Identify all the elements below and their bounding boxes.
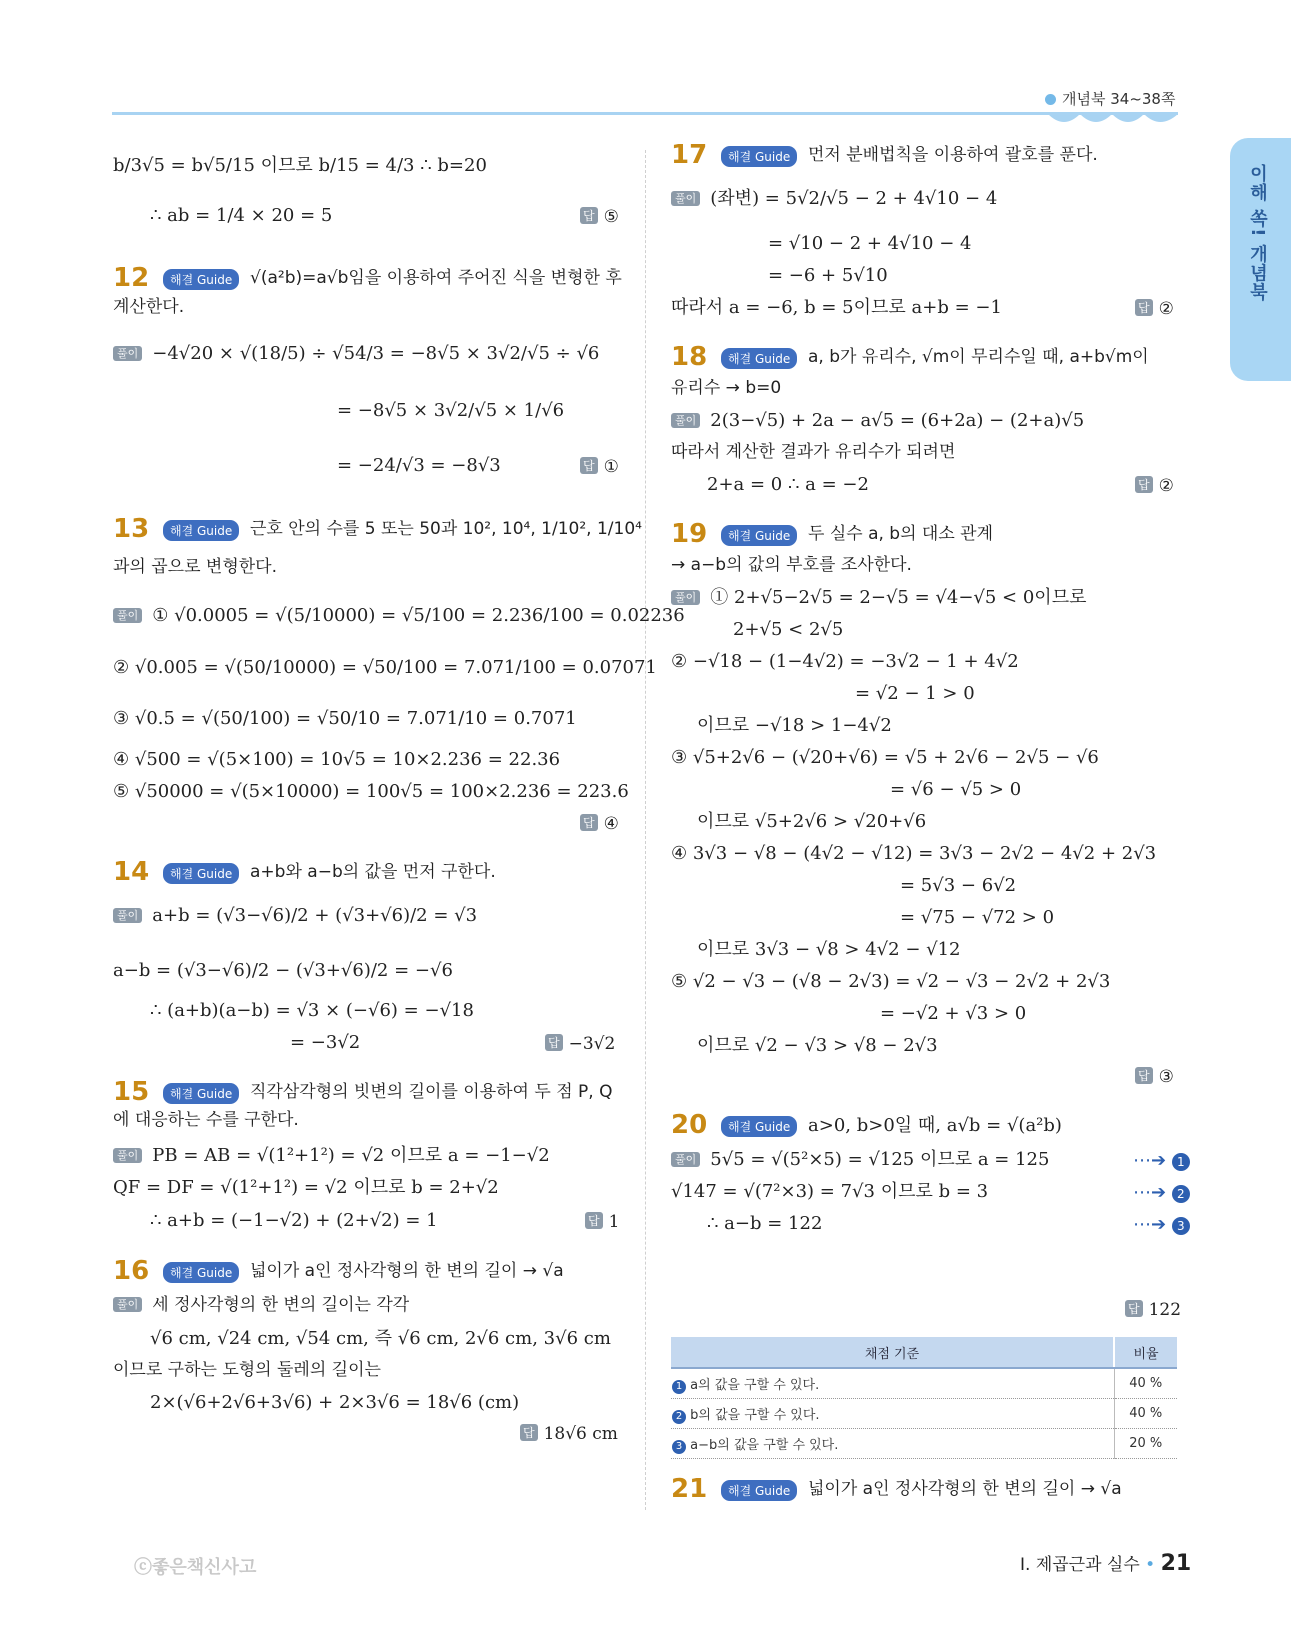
- solution-line: 이므로 √2 − √3 > √8 − 2√3: [697, 1035, 938, 1056]
- solution-line: = −√2 + √3 > 0: [880, 1003, 1027, 1024]
- problem-number: 18: [671, 342, 708, 372]
- solution-line: 따라서 계산한 결과가 유리수가 되려면: [671, 442, 956, 462]
- wave-decoration-icon: [1048, 114, 1178, 130]
- guide-badge: 해결 Guide: [721, 525, 797, 546]
- answer-17: 답 ②: [1135, 299, 1174, 319]
- guide-badge: 해결 Guide: [163, 863, 239, 884]
- guide-text: 근호 안의 수를 5 또는 50과 10², 10⁴, 1/10², 1/10⁴: [250, 519, 642, 539]
- solution-line: b/3√5 = b√5/15 이므로 b/15 = 4/3 ∴ b=20: [113, 155, 487, 176]
- problem-number: 16: [113, 1256, 150, 1286]
- solution-line: 이므로 3√3 − √8 > 4√2 − √12: [697, 939, 961, 960]
- solution-line: 풀이 ① √0.0005 = √(5/10000) = √5/100 = 2.236/100 = 0.02236: [113, 605, 685, 627]
- solution-line: 풀이 (좌변) = 5√2/√5 − 2 + 4√10 − 4: [671, 188, 997, 210]
- guide-text: 계산한다.: [113, 297, 185, 317]
- answer-20: 답 122: [1125, 1300, 1181, 1320]
- solution-line: = √6 − √5 > 0: [890, 779, 1022, 800]
- problem-number: 12: [113, 263, 150, 293]
- page-footer: [1020, 1550, 1191, 1576]
- chapter-title: Ⅰ. 제곱근과 실수: [1020, 1555, 1140, 1575]
- guide-text: 과의 곱으로 변형한다.: [113, 557, 278, 577]
- footer-dot-icon: •: [1145, 1555, 1156, 1575]
- solution-label: 풀이: [113, 1297, 142, 1312]
- solution-line: = −6 + 5√10: [768, 265, 888, 286]
- solution-label: 풀이: [113, 608, 142, 623]
- section-side-tab[interactable]: 이해 쏙! 개념북: [1230, 138, 1291, 381]
- solution-label: 풀이: [671, 590, 700, 605]
- solution-line: QF = DF = √(1²+1²) = √2 이므로 b = 2+√2: [113, 1177, 499, 1198]
- solution-label: 풀이: [113, 346, 142, 361]
- solution-label: 풀이: [113, 908, 142, 923]
- problem-number: 20: [671, 1110, 708, 1140]
- solution-line: ∴ ab = 1/4 × 20 = 5: [150, 205, 333, 226]
- grading-header-criteria: 채점 기준: [671, 1337, 1114, 1368]
- problem-number: 17: [671, 140, 708, 170]
- solution-line: ∴ a+b = (−1−√2) + (2+√2) = 1: [150, 1210, 438, 1231]
- solution-line: 풀이 −4√20 × √(18/5) ÷ √54/3 = −8√5 × 3√2/√5 ÷ √6: [113, 343, 599, 365]
- solution-line: 따라서 a = −6, b = 5이므로 a+b = −1: [671, 297, 1002, 318]
- problem-number: 13: [113, 514, 150, 544]
- column-divider: [645, 150, 646, 1510]
- guide-text: 넓이가 a인 정사각형의 한 변의 길이 → √a: [250, 1261, 564, 1281]
- page-reference: 개념북 34~38쪽: [1045, 88, 1175, 109]
- solution-line: 풀이 세 정사각형의 한 변의 길이는 각각: [113, 1295, 409, 1315]
- problem-number: 19: [671, 519, 708, 549]
- solution-line: 2×(√6+2√6+3√6) + 2×3√6 = 18√6 (cm): [150, 1392, 520, 1413]
- solution-line: ② √0.005 = √(50/10000) = √50/100 = 7.071/100 = 0.07071: [113, 657, 657, 678]
- table-row: 2 b의 값을 구할 수 있다. 40 %: [671, 1399, 1177, 1429]
- step-marker: ⋯➔ 2: [1133, 1182, 1190, 1204]
- guide-text: 에 대응하는 수를 구한다.: [113, 1110, 299, 1130]
- solution-line: ④ √500 = √(5×100) = 10√5 = 10×2.236 = 22.36: [113, 749, 561, 770]
- guide-badge: 해결 Guide: [163, 1262, 239, 1283]
- guide-text: √(a²b)=a√b임을 이용하여 주어진 식을 변형한 후: [250, 268, 622, 288]
- answer-14: 답 −3√2: [545, 1034, 615, 1054]
- solution-line: = −3√2: [290, 1032, 361, 1053]
- publisher-logo: ⓒ좋은책신사고: [134, 1557, 257, 1578]
- guide-badge: 해결 Guide: [721, 1480, 797, 1501]
- guide-text: 넓이가 a인 정사각형의 한 변의 길이 → √a: [808, 1479, 1122, 1499]
- solution-label: 풀이: [671, 191, 700, 206]
- solution-line: 풀이 a+b = (√3−√6)/2 + (√3+√6)/2 = √3: [113, 905, 477, 927]
- solution-label: 풀이: [113, 1148, 142, 1163]
- step-marker: ⋯➔ 3: [1133, 1214, 1190, 1236]
- guide-text: → a−b의 값의 부호를 조사한다.: [671, 555, 912, 575]
- dotted-arrow-icon: ⋯➔: [1133, 1182, 1167, 1203]
- solution-line: = √75 − √72 > 0: [900, 907, 1055, 928]
- solution-line: 풀이 2(3−√5) + 2a − a√5 = (6+2a) − (2+a)√5: [671, 410, 1084, 432]
- guide-text: a>0, b>0일 때, a√b = √(a²b): [808, 1115, 1062, 1136]
- guide-badge: 해결 Guide: [163, 1083, 239, 1104]
- solution-line: ③ √0.5 = √(50/100) = √50/10 = 7.071/10 = 0.7071: [113, 708, 577, 729]
- answer-18: 답 ②: [1135, 476, 1174, 496]
- guide-badge: 해결 Guide: [163, 269, 239, 290]
- solution-line: a−b = (√3−√6)/2 − (√3+√6)/2 = −√6: [113, 960, 453, 981]
- solution-line: = 5√3 − 6√2: [900, 875, 1017, 896]
- solution-line: = −8√5 × 3√2/√5 × 1/√6: [337, 400, 565, 421]
- solution-line: √147 = √(7²×3) = 7√3 이므로 b = 3: [671, 1181, 989, 1202]
- solution-line: 이므로 구하는 도형의 둘레의 길이는: [113, 1360, 381, 1380]
- guide-badge: 해결 Guide: [163, 520, 239, 541]
- guide-text: a, b가 유리수, √m이 무리수일 때, a+b√m이: [808, 347, 1149, 367]
- dotted-arrow-icon: ⋯➔: [1133, 1214, 1167, 1235]
- solution-line: √6 cm, √24 cm, √54 cm, 즉 √6 cm, 2√6 cm, 3√6 cm: [150, 1328, 611, 1349]
- guide-badge: 해결 Guide: [721, 1116, 797, 1137]
- solution-line: 풀이 ① 2+√5−2√5 = 2−√5 = √4−√5 < 0이므로: [671, 587, 1086, 609]
- solution-line: 이므로 √5+2√6 > √20+√6: [697, 811, 927, 832]
- solution-line: ⑤ √2 − √3 − (√8 − 2√3) = √2 − √3 − 2√2 + 2√3: [671, 971, 1111, 992]
- solution-line: ③ √5+2√6 − (√20+√6) = √5 + 2√6 − 2√5 − √6: [671, 747, 1099, 768]
- solution-label: 풀이: [671, 1152, 700, 1167]
- problem-number: 15: [113, 1077, 150, 1107]
- solution-line: 이므로 −√18 > 1−4√2: [697, 715, 892, 736]
- page-number: 21: [1160, 1551, 1192, 1576]
- guide-text: 두 실수 a, b의 대소 관계: [808, 524, 994, 544]
- solution-line: = √2 − 1 > 0: [855, 683, 975, 704]
- answer-12: 답 ①: [580, 457, 619, 477]
- solution-line: = −24/√3 = −8√3: [337, 455, 501, 476]
- answer-11: 답 ⑤: [580, 207, 619, 227]
- solution-line: 풀이 PB = AB = √(1²+1²) = √2 이므로 a = −1−√2: [113, 1145, 550, 1167]
- grading-table: [671, 1337, 1177, 1459]
- guide-text: a+b와 a−b의 값을 먼저 구한다.: [250, 862, 496, 882]
- dotted-arrow-icon: ⋯➔: [1133, 1150, 1167, 1171]
- guide-text: 먼저 분배법칙을 이용하여 괄호를 푼다.: [808, 145, 1098, 165]
- solution-line: ② −√18 − (1−4√2) = −3√2 − 1 + 4√2: [671, 651, 1019, 672]
- solution-line: 2+√5 < 2√5: [733, 619, 844, 640]
- solution-line: ∴ a−b = 122: [707, 1213, 823, 1234]
- solution-line: ∴ (a+b)(a−b) = √3 × (−√6) = −√18: [150, 1000, 474, 1021]
- problem-number: 14: [113, 857, 150, 887]
- problem-number: 21: [671, 1474, 708, 1504]
- answer-16: 답 18√6 cm: [520, 1424, 618, 1444]
- solution-line: = √10 − 2 + 4√10 − 4: [768, 233, 972, 254]
- answer-19: 답 ③: [1135, 1067, 1174, 1087]
- solution-line: ④ 3√3 − √8 − (4√2 − √12) = 3√3 − 2√2 − 4√2 + 2√3: [671, 843, 1157, 864]
- table-row: 1 a의 값을 구할 수 있다. 40 %: [671, 1368, 1177, 1399]
- guide-badge: 해결 Guide: [721, 146, 797, 167]
- solution-line: ⑤ √50000 = √(5×10000) = 100√5 = 100×2.236 = 223.6: [113, 781, 629, 802]
- solution-label: 풀이: [671, 413, 700, 428]
- answer-15: 답 1: [585, 1212, 619, 1232]
- guide-badge: 해결 Guide: [721, 348, 797, 369]
- guide-text: 직각삼각형의 빗변의 길이를 이용하여 두 점 P, Q: [250, 1082, 613, 1102]
- answer-13: 답 ④: [580, 814, 619, 834]
- step-marker: ⋯➔ 1: [1133, 1150, 1190, 1172]
- bullet-dot-icon: [1045, 94, 1056, 105]
- grading-header-ratio: 비율: [1114, 1337, 1177, 1368]
- solution-line: 2+a = 0 ∴ a = −2: [707, 474, 869, 495]
- header-rule: [112, 112, 1178, 115]
- guide-text: 유리수 → b=0: [671, 378, 782, 398]
- table-row: 3 a−b의 값을 구할 수 있다. 20 %: [671, 1429, 1177, 1459]
- solution-line: 풀이 5√5 = √(5²×5) = √125 이므로 a = 125: [671, 1149, 1049, 1171]
